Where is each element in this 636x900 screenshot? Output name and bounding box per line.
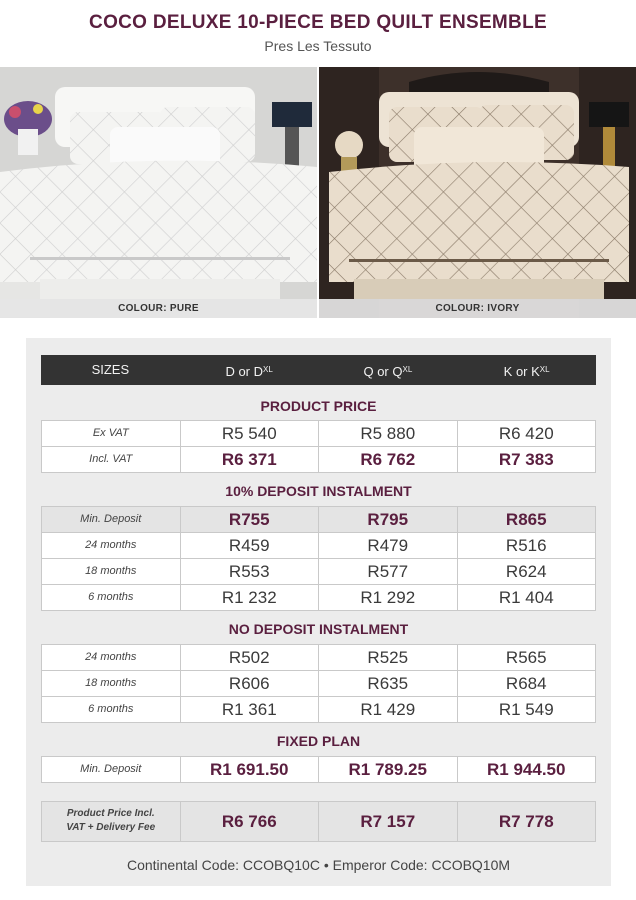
section-title-product-price: PRODUCT PRICE: [260, 398, 377, 414]
table-row: [42, 533, 596, 559]
table-row: [42, 757, 596, 783]
price-cell: R755: [181, 507, 320, 533]
table-row: [42, 421, 596, 447]
row-label: Ex VAT: [42, 421, 181, 447]
table-row: [42, 507, 596, 533]
row-label: 18 months: [42, 671, 181, 697]
pricing-panel: [26, 338, 611, 886]
price-cell: R635: [319, 671, 458, 697]
size-column-double: D or $D^{XL}$: [225, 364, 273, 379]
price-cell: R7 383: [458, 447, 597, 473]
table-row: [42, 585, 596, 611]
size-column-king: K or $K^{XL}$: [503, 364, 550, 379]
row-label: 24 months: [42, 645, 181, 671]
table-row: [42, 447, 596, 473]
row-label: 18 months: [42, 559, 181, 585]
price-cell: R606: [181, 671, 320, 697]
price-cell: R7 778: [458, 802, 597, 842]
price-cell: R553: [181, 559, 320, 585]
row-label: Min. Deposit: [42, 507, 181, 533]
continental-code: CCOBQ10C: [242, 857, 320, 873]
price-cell: R1 292: [319, 585, 458, 611]
delivery-price-table: [41, 801, 596, 842]
colour-caption-pure: COLOUR: PURE: [0, 299, 317, 318]
price-cell: R6 762: [319, 447, 458, 473]
price-cell: R6 371: [181, 447, 320, 473]
fixed-plan-table: [41, 756, 596, 783]
emperor-code: CCOBQ10M: [431, 857, 511, 873]
section-title-no-deposit-instalment: NO DEPOSIT INSTALMENT: [228, 621, 409, 637]
bed-illustration-ivory: [319, 67, 636, 318]
price-cell: R459: [181, 533, 320, 559]
table-row: [42, 697, 596, 723]
price-cell: R5 540: [181, 421, 320, 447]
row-label: 24 months: [42, 533, 181, 559]
colour-caption-ivory: COLOUR: IVORY: [319, 299, 636, 318]
table-row: [42, 671, 596, 697]
price-cell: R1 691.50: [181, 757, 320, 783]
price-cell: R6 766: [181, 802, 320, 842]
section-title-deposit-instalment: 10% DEPOSIT INSTALMENT: [225, 483, 412, 499]
product-price-table: [41, 420, 596, 473]
price-cell: R577: [319, 559, 458, 585]
price-cell: R795: [319, 507, 458, 533]
sizes-header-label: SIZES: [91, 362, 130, 377]
page-title: COCO DELUXE 10-PIECE BED QUILT ENSEMBLE: [89, 12, 547, 33]
bed-illustration-pure: [0, 67, 317, 318]
row-label: Incl. VAT: [42, 447, 181, 473]
price-cell: R1 789.25: [319, 757, 458, 783]
price-cell: R624: [458, 559, 597, 585]
price-cell: R1 404: [458, 585, 597, 611]
deposit-instalment-table: [41, 506, 596, 611]
price-cell: R6 420: [458, 421, 597, 447]
row-label: 6 months: [42, 585, 181, 611]
price-cell: R1 361: [181, 697, 320, 723]
product-photo-ivory: [319, 67, 636, 318]
table-row: [42, 559, 596, 585]
price-cell: R502: [181, 645, 320, 671]
price-cell: R516: [458, 533, 597, 559]
table-row: [42, 645, 596, 671]
product-codes: Continental Code: CCOBQ10C • Emperor Code: CCOBQ10M: [126, 857, 511, 873]
price-cell: R865: [458, 507, 597, 533]
price-cell: R684: [458, 671, 597, 697]
price-cell: R5 880: [319, 421, 458, 447]
price-cell: R1 429: [319, 697, 458, 723]
brand-subtitle: Pres Les Tessuto: [264, 38, 372, 54]
product-photo-pure: [0, 67, 317, 318]
price-cell: R565: [458, 645, 597, 671]
row-label: 6 months: [42, 697, 181, 723]
price-cell: R7 157: [319, 802, 458, 842]
no-deposit-instalment-table: [41, 644, 596, 723]
price-cell: R525: [319, 645, 458, 671]
price-cell: R1 944.50: [458, 757, 597, 783]
price-cell: R1 549: [458, 697, 597, 723]
sizes-header-row: [41, 355, 596, 385]
table-row: [42, 802, 596, 842]
section-title-fixed-plan: FIXED PLAN: [276, 733, 361, 749]
row-label: Min. Deposit: [42, 757, 181, 783]
price-cell: R479: [319, 533, 458, 559]
size-column-queen: Q or $Q^{XL}$: [363, 364, 413, 379]
row-label: Product Price Incl. VAT + Delivery Fee: [42, 802, 181, 842]
price-cell: R1 232: [181, 585, 320, 611]
